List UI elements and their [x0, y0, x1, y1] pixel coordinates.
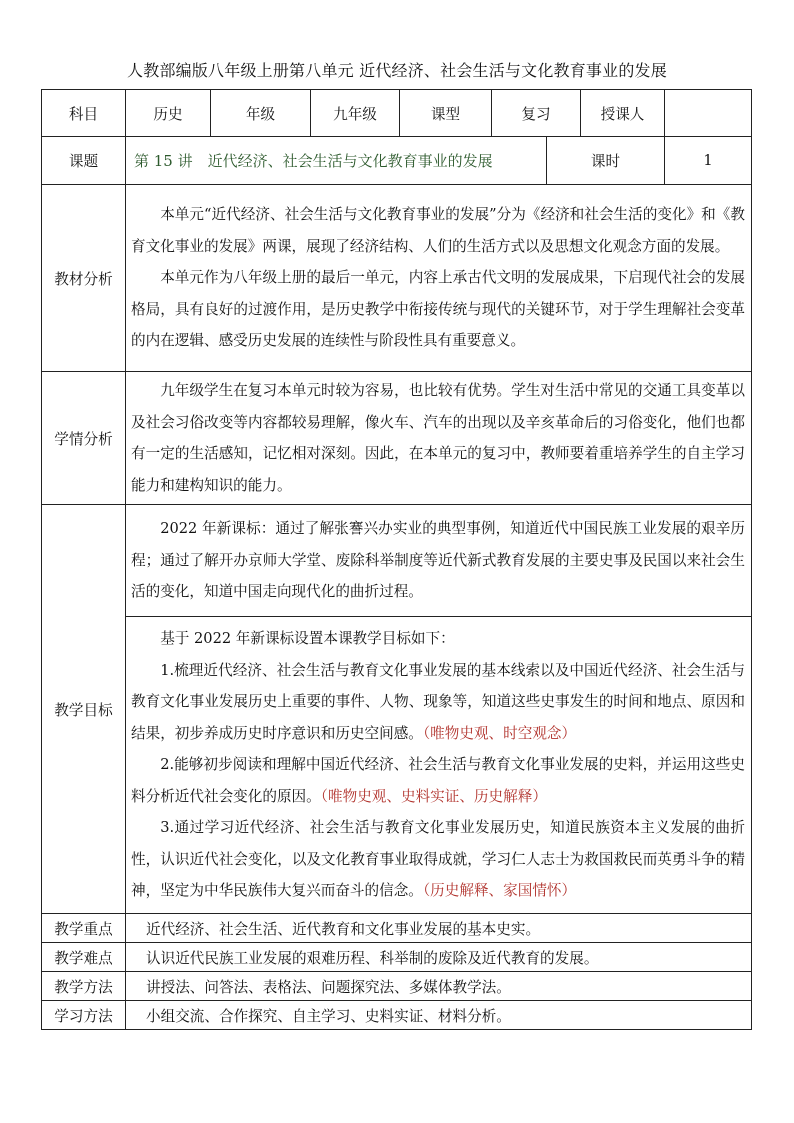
teacher-label: 授课人	[581, 90, 665, 137]
teaching-methods-label: 教学方法	[42, 972, 126, 1001]
goal-tag: （历史解释、家国情怀）	[422, 882, 577, 900]
goal-item	[126, 812, 751, 907]
teaching-goals-standard-row	[42, 505, 752, 617]
teaching-goals-list-row	[42, 617, 752, 914]
learning-methods-value: 小组交流、合作探究、自主学习、史料实证、材料分析。	[126, 1001, 752, 1030]
goal-text: 3.通过学习近代经济、社会生活与教育文化事业发展历史，知道民族资本主义发展的曲折性，认识近代社会变化，以及文化教育事业取得成就，学习仁人志士为救国救民而英勇斗争的精神，坚定为中华民族伟大复兴而奋斗的信念。	[131, 819, 746, 900]
subject-label: 科目	[42, 90, 126, 137]
student-analysis-row	[42, 372, 752, 505]
student-analysis-label: 学情分析	[42, 372, 126, 505]
subject-value: 历史	[126, 90, 211, 137]
topic-label: 课题	[42, 137, 126, 185]
key-points-label: 教学重点	[42, 914, 126, 943]
goal-tag: （唯物史观、时空观念）	[422, 724, 577, 742]
grade-label: 年级	[211, 90, 311, 137]
curriculum-standard-paragraph: 2022 年新课标：通过了解张謇兴办实业的典型事例，知道近代中国民族工业发展的艰辛历程；通过了解开办京师大学堂、废除科举制度等近代新式教育发展的主要史事及民国以来社会生活的变化，知道中国走向现代化的曲折过程。	[131, 520, 746, 601]
student-analysis-paragraph: 九年级学生在复习本单元时较为容易，也比较有优势。学生对生活中常见的交通工具变革以及社会习俗改变等内容都较易理解，像火车、汽车的出现以及辛亥革命后的习俗变化，他们也都有一定的生活感知，记忆相对深刻。因此，在本单元的复习中，教师要着重培养学生的自主学习能力和建构知识的能力。	[131, 382, 746, 494]
goal-text: 1.梳理近代经济、社会生活与教育文化事业发展的基本线索以及中国近代经济、社会生活与教育文化事业发展历史上重要的事件、人物、现象等，知道这些史事发生的时间和地点、原因和结果，初步养成历史时序意识和历史空间感。	[131, 661, 746, 742]
hours-value: 1	[665, 137, 752, 185]
header-row	[42, 90, 752, 137]
difficult-points-row	[42, 943, 752, 972]
topic-value: 第 15 讲 近代经济、社会生活与文化教育事业的发展	[126, 137, 547, 185]
hours-label: 课时	[547, 137, 665, 185]
goal-item	[126, 655, 751, 750]
material-analysis-content	[126, 185, 752, 372]
document-title: 人教部编版八年级上册第八单元 近代经济、社会生活与文化教育事业的发展	[127, 61, 667, 80]
goal-text: 2.能够初步阅读和理解中国近代经济、社会生活与教育文化事业发展的史料，并运用这些史料分析近代社会变化的原因。	[131, 756, 746, 805]
teacher-value	[665, 90, 752, 137]
difficult-points-value: 认识近代民族工业发展的艰难历程、科举制的废除及近代教育的发展。	[126, 943, 752, 972]
lesson-plan-table	[41, 89, 752, 1030]
material-analysis-paragraph-1: 本单元“近代经济、社会生活与文化教育事业的发展”分为《经济和社会生活的变化》和《教育文化事业的发展》两课，展现了经济结构、人们的生活方式以及思想文化观念方面的发展。	[131, 206, 746, 255]
difficult-points-label: 教学难点	[42, 943, 126, 972]
material-analysis-paragraph-2: 本单元作为八年级上册的最后一单元，内容上承古代文明的发展成果，下启现代社会的发展格局，具有良好的过渡作用，是历史教学中衔接传统与现代的关键环节，对于学生理解社会变革的内在逻辑、感受历史发展的连续性与阶段性具有重要意义。	[131, 269, 746, 350]
goal-tag: （唯物史观、史料实证、历史解释）	[320, 787, 547, 805]
goal-item	[126, 749, 751, 812]
learning-methods-label: 学习方法	[42, 1001, 126, 1030]
material-analysis-row	[42, 185, 752, 372]
curriculum-standard	[126, 505, 752, 617]
type-label: 课型	[400, 90, 492, 137]
teaching-methods-value: 讲授法、问答法、表格法、问题探究法、多媒体教学法。	[126, 972, 752, 1001]
goals-intro: 基于 2022 年新课标设置本课教学目标如下：	[160, 630, 455, 648]
teaching-goals-label: 教学目标	[42, 505, 126, 914]
teaching-methods-row	[42, 972, 752, 1001]
grade-value: 九年级	[311, 90, 400, 137]
type-value: 复习	[492, 90, 581, 137]
topic-row	[42, 137, 752, 185]
material-analysis-label: 教材分析	[42, 185, 126, 372]
learning-methods-row	[42, 1001, 752, 1030]
teaching-goals-list	[126, 617, 752, 914]
student-analysis-content	[126, 372, 752, 505]
key-points-row	[42, 914, 752, 943]
key-points-value: 近代经济、社会生活、近代教育和文化事业发展的基本史实。	[126, 914, 752, 943]
